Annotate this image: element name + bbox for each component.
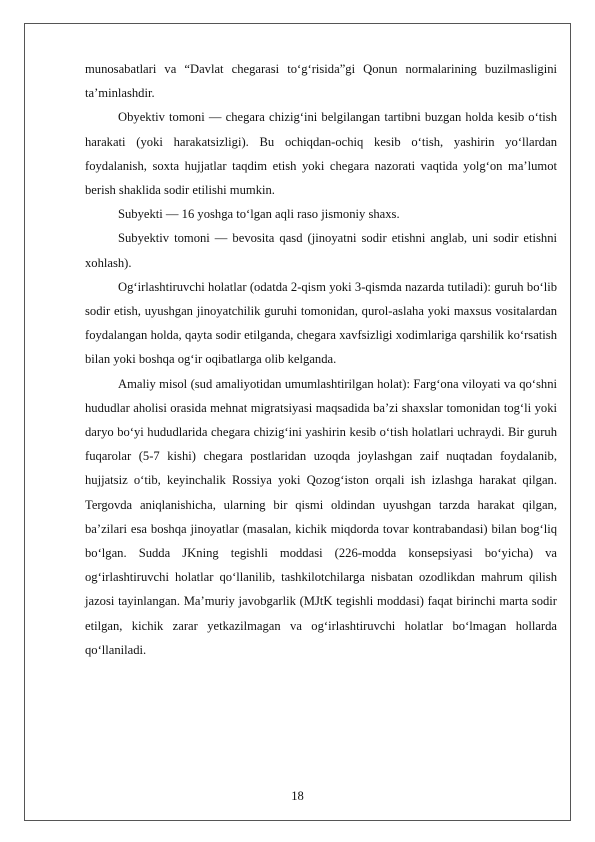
paragraph-subject: Subyekti — 16 yoshga to‘lgan aqli raso jismoniy shaxs.: [118, 207, 400, 222]
paragraph-objective-side: Obyektiv tomoni — chegara chizig‘ini belgilangan tartibni buzgan holda kesib o‘tish harakati (yoki harakatsizligi). Bu ochiqdan-ochiq kesib o‘tish, yashirin yo‘llardan foydalanish, soxta hujjatlar taqdim etish yoki chegara nazorati vaqtida yolg‘on ma’lumot berish shaklida sodir etilishi mumkin.: [85, 110, 557, 198]
paragraph-continuation: munosabatlari va “Davlat chegarasi to‘g‘risida”gi Qonun normalarining buzilmasligini ta’minlashdir.: [85, 62, 557, 101]
paragraph-subjective-side: Subyektiv tomoni — bevosita qasd (jinoyatni sodir etishni anglab, uni sodir etishni xohlash).: [85, 231, 557, 270]
document-body: [85, 57, 557, 662]
page-number: 18: [291, 789, 304, 803]
paragraph-aggravating-circumstances: Og‘irlashtiruvchi holatlar (odatda 2-qism yoki 3-qismda nazarda tutiladi): guruh bo‘lib sodir etish, uyushgan jinoyatchilik guruhi tomonidan, qurol-aslaha yoki maxsus vositalardan foydalangan holda, qayta sodir etilganda, chegara xavfsizligi xodimlariga qarshilik ko‘rsatish bilan yoki boshqa og‘ir oqibatlarga olib kelganda.: [85, 279, 557, 367]
paragraph-practical-example: Amaliy misol (sud amaliyotidan umumlashtirilgan holat): Farg‘ona viloyati va qo‘shni hududlar aholisi orasida mehnat migratsiyasi maqsadida ba’zi shaxslar tomonidan tog‘li yoki daryo bo‘yi hududlarida chegara chizig‘ini yashirin kesib o‘tish holatlari uchraydi. Bir guruh fuqarolar (5-7 kishi) chegara postlaridan uzoqda joylashgan zaif nuqtadan foydalanib, hujjatsiz o‘tib, keyinchalik Rossiya yoki Qozog‘iston orqali ish izlashga harakat qilgan. Tergovda aniqlanishicha, ularning bir qismi oldindan uyushgan tarzda harakat qilgan, ba’zilari esa boshqa jinoyatlar (masalan, kichik miqdorda tovar kontrabandasi) bilan bog‘liq bo‘lgan. Sudda JKning tegishli moddasi (226-modda konsepsiyasi bo‘yicha) va og‘irlashtiruvchi holatlar qo‘llanilib, tashkilotchilarga nisbatan ozodlikdan mahrum qilish jazosi tayinlangan. Ma’muriy javobgarlik (MJtK tegishli moddasi) faqat birinchi marta sodir etilgan, kichik zarar yetkazilmagan va og‘irlashtiruvchi holatlar bo‘lmagan hollarda qo‘llaniladi.: [85, 376, 557, 657]
